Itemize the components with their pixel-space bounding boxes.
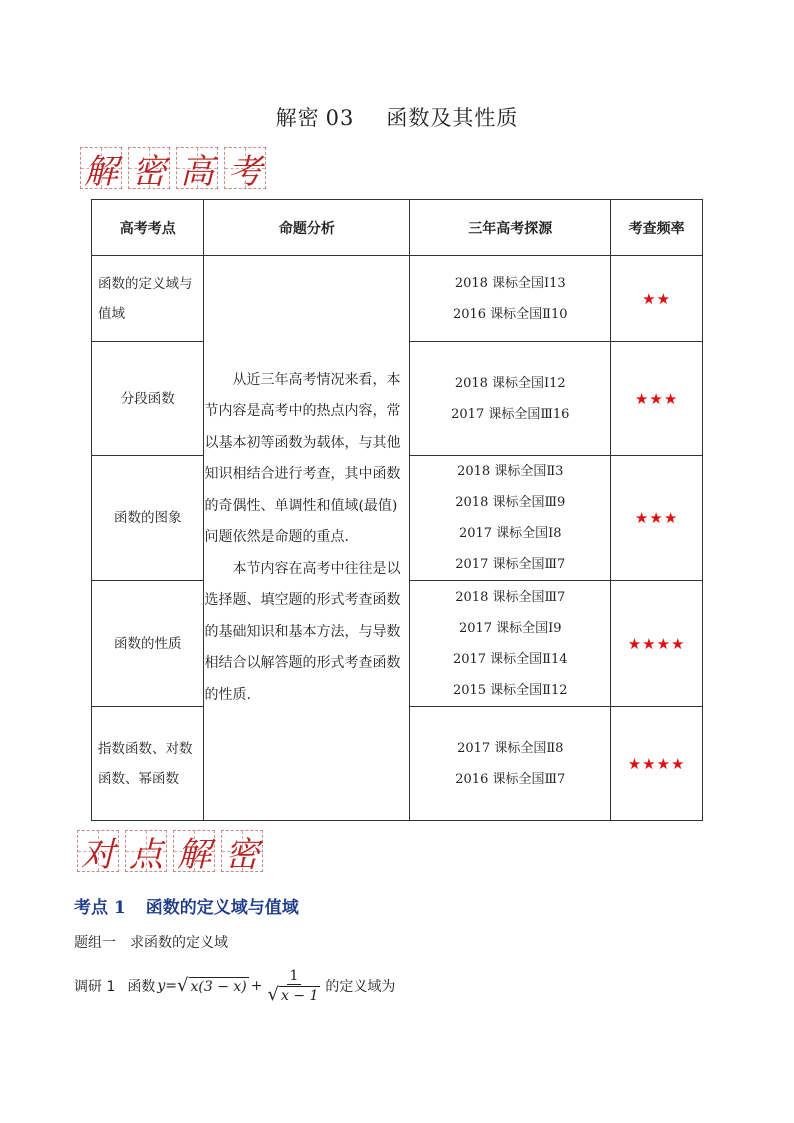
header-analysis: 命题分析	[204, 200, 410, 256]
question-tail: 的定义域为	[325, 979, 396, 995]
section-name: 函数的定义域与值域	[145, 898, 299, 918]
sources-cell: 2017 课标全国Ⅱ8 2016 课标全国Ⅲ7	[410, 707, 611, 821]
question-label: 调研 1	[74, 979, 116, 995]
title-topic: 函数及其性质	[386, 106, 519, 130]
analysis-cell	[204, 256, 410, 821]
header-frequency: 考查频率	[611, 200, 703, 256]
group-label: 题组一	[74, 935, 116, 951]
analysis-paragraph: 本节内容在高考中往往是以选择题、填空题的形式考查函数的基础知识和基本方法，与导数相结合以解答题的形式考查函数的性质.	[204, 560, 401, 703]
banner-glyph: 对	[77, 830, 119, 872]
section-label: 考点 1	[74, 898, 126, 918]
banner-duidian-jiemi	[77, 830, 263, 875]
question-1	[74, 968, 395, 1004]
sources-cell: 2018 课标全国Ⅰ12 2017 课标全国Ⅲ16	[410, 342, 611, 456]
exam-point-cell: 函数的图象	[92, 456, 204, 581]
title-number: 03	[325, 106, 355, 130]
formula	[157, 968, 323, 1004]
table-header-row	[92, 200, 703, 256]
radical-sign-icon: √	[177, 975, 189, 996]
banner-glyph: 点	[125, 830, 167, 872]
frequency-stars: ★★★	[611, 342, 703, 456]
banner-glyph: 解	[80, 147, 122, 189]
section-heading	[74, 893, 299, 918]
formula-y: y	[157, 978, 166, 994]
banner-glyph: 高	[176, 147, 218, 189]
exam-analysis-table	[91, 199, 703, 821]
sources-cell: 2018 课标全国Ⅰ13 2016 课标全国Ⅱ10	[410, 256, 611, 342]
banner-glyph: 考	[224, 147, 266, 189]
banner-glyph: 密	[221, 830, 263, 872]
fraction-denominator	[268, 985, 321, 1004]
group-name: 求函数的定义域	[130, 935, 228, 951]
frequency-stars: ★★	[611, 256, 703, 342]
sqrt-term	[177, 977, 249, 995]
radical-sign-icon: √	[267, 984, 279, 1005]
group-heading	[74, 932, 228, 952]
frequency-stars: ★★★★	[611, 707, 703, 821]
header-sources: 三年高考探源	[410, 200, 611, 256]
table-row	[92, 256, 703, 342]
sources-cell: 2018 课标全国Ⅱ3 2018 课标全国Ⅲ9 2017 课标全国Ⅰ8 2017 课标全国Ⅲ7	[410, 456, 611, 581]
exam-point-cell: 函数的定义域与值域	[92, 256, 204, 342]
radicand: x(3 − x)	[190, 979, 247, 995]
analysis-paragraph: 从近三年高考情况来看，本节内容是高考中的热点内容，常以基本初等函数为载体，与其他知识相结合进行考查，其中函数的奇偶性、单调性和值域(最值)问题依然是命题的重点.	[204, 371, 401, 546]
question-lead: 函数	[127, 979, 156, 995]
frequency-stars: ★★★★	[611, 581, 703, 707]
fraction-numerator: 1	[287, 968, 302, 985]
frequency-stars: ★★★	[611, 456, 703, 581]
banner-jiemi-gaokao	[80, 147, 266, 192]
formula-equals: =	[165, 978, 178, 994]
exam-point-cell: 指数函数、对数函数、幂函数	[92, 707, 204, 821]
radicand: x − 1	[280, 988, 319, 1004]
exam-point-cell: 分段函数	[92, 342, 204, 456]
sources-cell: 2018 课标全国Ⅲ7 2017 课标全国Ⅰ9 2017 课标全国Ⅱ14 2015 课标全国Ⅱ12	[410, 581, 611, 707]
sqrt-term	[268, 986, 321, 1004]
banner-glyph: 密	[128, 147, 170, 189]
page-title	[0, 102, 794, 132]
exam-point-cell: 函数的性质	[92, 581, 204, 707]
header-exam-point: 高考考点	[92, 200, 204, 256]
title-prefix: 解密	[275, 106, 320, 130]
formula-plus: +	[250, 978, 263, 994]
banner-glyph: 解	[173, 830, 215, 872]
fraction-term	[268, 968, 321, 1004]
